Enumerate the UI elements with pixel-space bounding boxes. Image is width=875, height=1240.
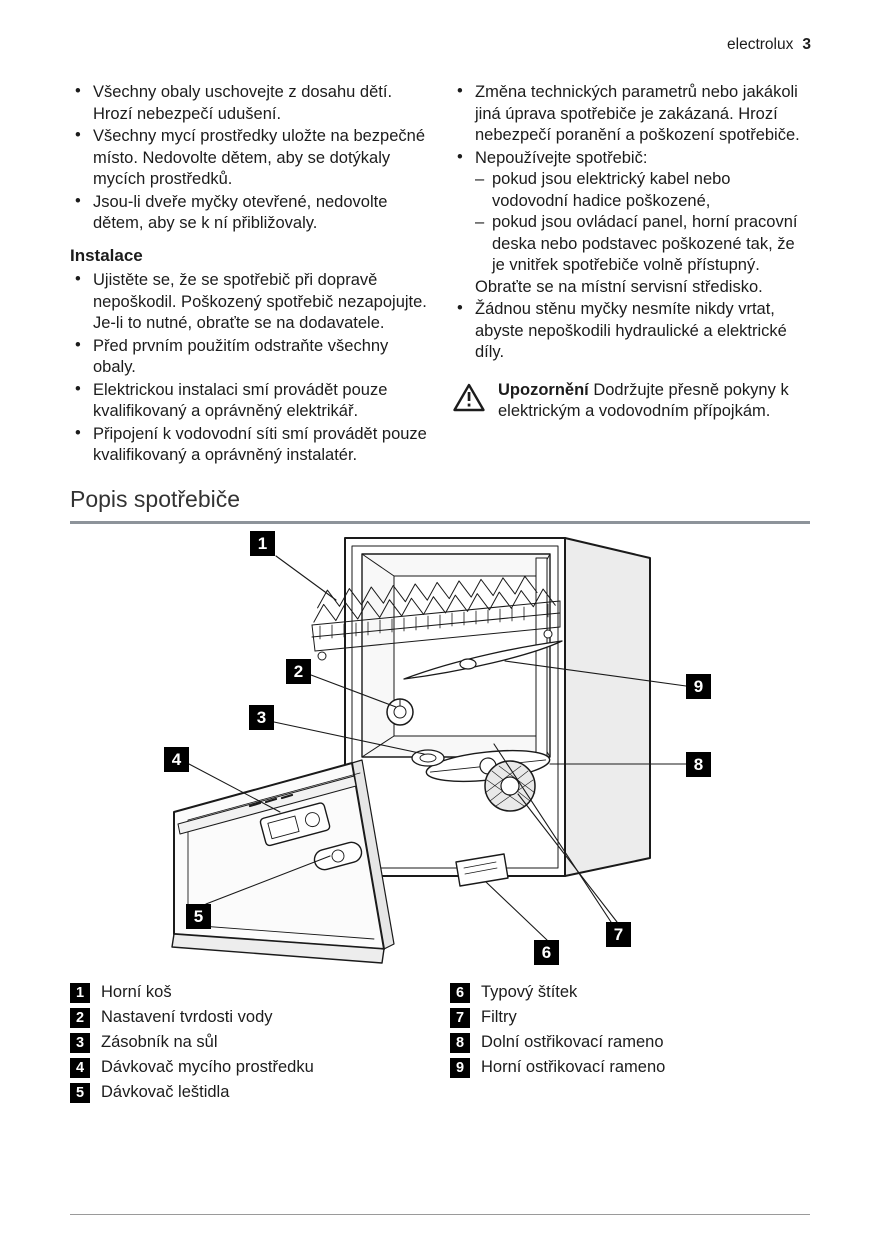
brand-name: electrolux	[727, 36, 794, 53]
callout-3: 3	[249, 705, 274, 730]
page-number: 3	[802, 36, 811, 53]
legend-number: 4	[70, 1058, 90, 1078]
page-header	[727, 36, 811, 54]
legend-item	[70, 980, 450, 1005]
callout-8: 8	[686, 752, 711, 777]
warning-text: Dodržujte přesně pokyny k elektrickým a vodovodním přípojkám.	[498, 380, 789, 420]
legend-label: Typový štítek	[481, 983, 578, 1001]
right-column	[452, 82, 810, 468]
dontuse-note: Obraťte se na místní servisní středisko.	[475, 277, 763, 296]
instalace-bullet: • Ujistěte se, že se spotřebič při dopravě nepoškodil. Poškozený spotřebič nezapojujte. Je-li to nutné, obraťte se na dodavatele.	[70, 270, 428, 335]
safety-bullet: • Všechny obaly uschovejte z dosahu dětí. Hrozí nebezpečí udušení.	[70, 82, 428, 125]
legend-item	[70, 1030, 450, 1055]
safety-list	[70, 82, 428, 235]
section-title: Popis spotřebiče	[70, 486, 810, 524]
legend-item	[450, 980, 810, 1005]
warning-paragraph	[498, 380, 810, 423]
left-column	[70, 82, 428, 468]
legend-label: Horní koš	[101, 983, 172, 1001]
legend-item	[450, 1055, 810, 1080]
legend-item	[70, 1005, 450, 1030]
legend-label: Nastavení tvrdosti vody	[101, 1008, 273, 1026]
legend-number: 7	[450, 1008, 470, 1028]
legend	[70, 980, 810, 1105]
legend-label: Filtry	[481, 1008, 517, 1026]
legend-number: 1	[70, 983, 90, 1003]
callout-5: 5	[186, 904, 211, 929]
legend-column-right	[450, 980, 810, 1105]
right-list	[452, 82, 810, 364]
legend-label: Dolní ostřikovací rameno	[481, 1033, 664, 1051]
callout-6: 6	[534, 940, 559, 965]
safety-bullet: • Všechny mycí prostředky uložte na bezpečné místo. Nedovolte dětem, aby se dotýkaly mycích prostředků.	[70, 126, 428, 191]
door	[172, 760, 394, 963]
callout-1: 1	[250, 531, 275, 556]
warning-note	[452, 380, 810, 423]
legend-column-left	[70, 980, 450, 1105]
dontuse-sublist	[475, 169, 810, 277]
legend-item	[450, 1005, 810, 1030]
legend-label: Dávkovač leštidla	[101, 1083, 230, 1101]
legend-item	[70, 1080, 450, 1105]
callout-4: 4	[164, 747, 189, 772]
legend-item	[450, 1030, 810, 1055]
dontuse-item: – pokud jsou ovládací panel, horní pracovní deska nebo podstavec poškozené tak, že je vnitřek spotřebiče volně přístupný.	[475, 212, 810, 277]
instalace-list	[70, 270, 428, 467]
legend-number: 9	[450, 1058, 470, 1078]
right-bullet-dontuse	[452, 148, 810, 299]
warning-icon	[452, 380, 486, 420]
instalace-bullet: • Před prvním použitím odstraňte všechny obaly.	[70, 336, 428, 379]
legend-label: Zásobník na sůl	[101, 1033, 218, 1051]
safety-bullet: • Jsou-li dveře myčky otevřené, nedovolte dětem, aby se k ní přibližovaly.	[70, 192, 428, 235]
dontuse-intro: Nepoužívejte spotřebič:	[475, 148, 648, 167]
legend-number: 2	[70, 1008, 90, 1028]
legend-label: Dávkovač mycího prostředku	[101, 1058, 314, 1076]
water-hardness-dial	[387, 699, 413, 725]
instalace-bullet: • Připojení k vodovodní síti smí provádět pouze kvalifikovaný a oprávněný instalatér.	[70, 424, 428, 467]
text-columns	[70, 82, 810, 468]
legend-item	[70, 1055, 450, 1080]
legend-number: 5	[70, 1083, 90, 1103]
legend-label: Horní ostřikovací rameno	[481, 1058, 666, 1076]
instalace-bullet: • Elektrickou instalaci smí provádět pouze kvalifikovaný a oprávněný elektrikář.	[70, 380, 428, 423]
callout-7: 7	[606, 922, 631, 947]
callout-2: 2	[286, 659, 311, 684]
warning-title: Upozornění	[498, 380, 589, 399]
right-bullet-change: • Změna technických parametrů nebo jakákoli jiná úprava spotřebiče je zakázaná. Hrozí nebezpečí poranění a poškození spotřebiče.	[452, 82, 810, 147]
callout-9: 9	[686, 674, 711, 699]
legend-number: 8	[450, 1033, 470, 1053]
dontuse-item: – pokud jsou elektrický kabel nebo vodovodní hadice poškozené,	[475, 169, 810, 212]
right-bullet-drill: • Žádnou stěnu myčky nesmíte nikdy vrtat, abyste nepoškodili hydraulické a elektrické díly.	[452, 299, 810, 364]
footer-rule	[70, 1214, 810, 1215]
legend-number: 6	[450, 983, 470, 1003]
instalace-heading: Instalace	[70, 245, 143, 265]
legend-number: 3	[70, 1033, 90, 1053]
